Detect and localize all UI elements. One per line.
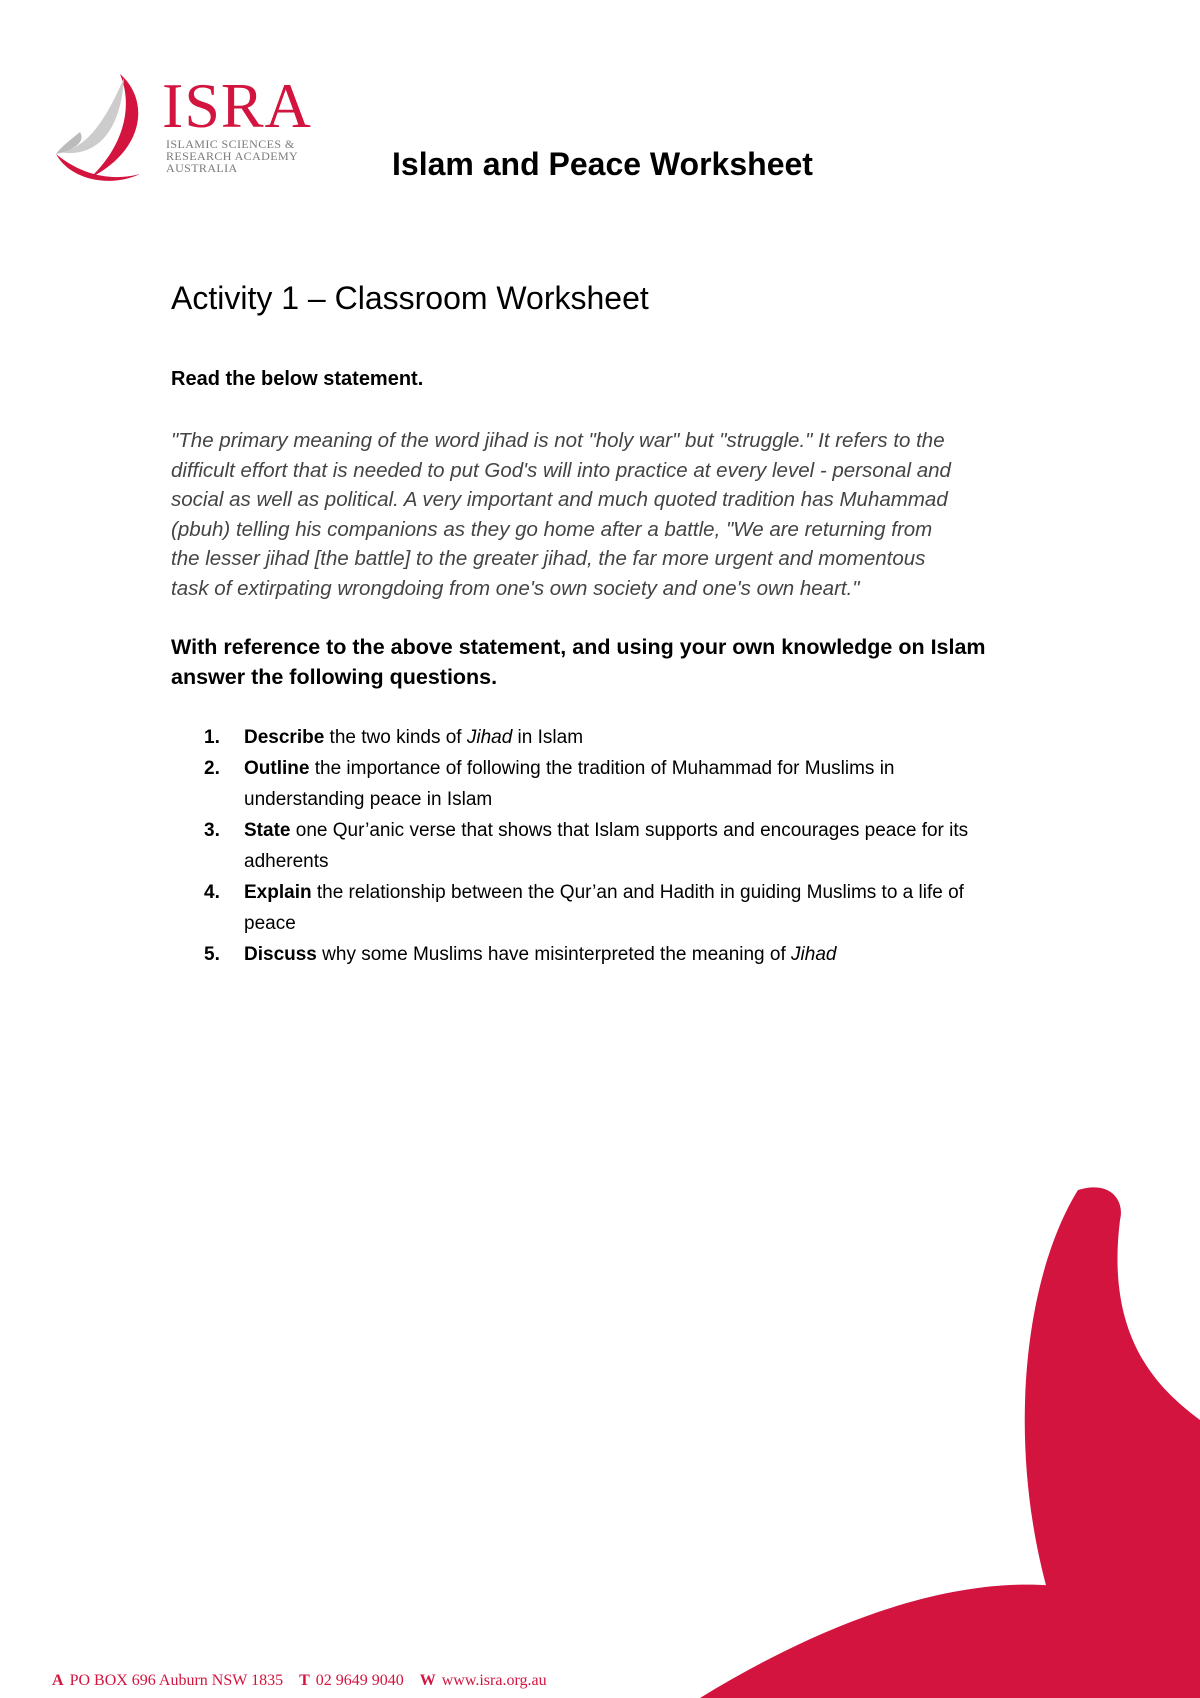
logo-subtitle-line: RESEARCH ACADEMY [166, 149, 299, 163]
questions-intro-line: With reference to the above statement, and using your own knowledge on Islam [171, 635, 986, 659]
logo-subtitle [166, 138, 326, 174]
logo-subtitle-line: ISLAMIC SCIENCES & [166, 137, 295, 151]
question-italic-term: Jihad [466, 727, 513, 748]
contact-footer [52, 1672, 547, 1690]
isra-flower-icon [50, 70, 160, 190]
question-number: 5. [204, 944, 220, 965]
question-number: 2. [204, 758, 220, 779]
question-verb: State [244, 820, 291, 841]
question-number: 4. [204, 882, 220, 903]
question-item [204, 815, 1044, 877]
question-item [204, 722, 1044, 753]
phone-number: 02 9649 9040 [315, 1672, 404, 1689]
quote-line: "The primary meaning of the word jihad is not "holy war" but "struggle." It refers to the [171, 429, 945, 452]
question-text: the importance of following the tradition of Muhammad for Muslims in [309, 758, 895, 779]
logo-subtitle-line: AUSTRALIA [166, 161, 238, 175]
question-text-continued: adherents [244, 851, 329, 872]
question-list [204, 722, 1044, 970]
postal-address: PO BOX 696 Auburn NSW 1835 [69, 1672, 284, 1689]
question-verb: Outline [244, 758, 310, 779]
question-verb: Describe [244, 727, 325, 748]
logo-wordmark: ISRA [162, 70, 312, 141]
question-text: the relationship between the Qur’an and Hadith in guiding Muslims to a life of [311, 882, 964, 903]
question-text: in Islam [512, 727, 584, 748]
quote-line: difficult effort that is needed to put God's will into practice at every level - personal and [171, 458, 951, 482]
reading-instruction: Read the below statement. [171, 368, 424, 390]
jihad-quote [171, 426, 1051, 603]
phone-key: T [299, 1672, 310, 1689]
question-text: the two kinds of [324, 727, 467, 748]
questions-intro-line: answer the following questions. [171, 664, 498, 689]
questions-intro [171, 633, 1051, 692]
question-verb: Explain [244, 882, 312, 903]
question-number: 1. [204, 727, 220, 748]
quote-line: the lesser jihad [the battle] to the greater jihad, the far more urgent and momentous [171, 547, 926, 570]
question-item [204, 939, 1044, 970]
activity-heading: Activity 1 – Classroom Worksheet [171, 280, 649, 316]
question-text-continued: peace [244, 913, 296, 934]
question-item [204, 877, 1044, 939]
question-text-continued: understanding peace in Islam [244, 789, 493, 810]
quote-line: (pbuh) telling his companions as they go home after a battle, "We are returning from [171, 517, 933, 541]
quote-line: task of extirpating wrongdoing from one's own society and one's own heart." [171, 576, 860, 600]
web-key: W [419, 1672, 436, 1689]
quote-line: social as well as political. A very important and much quoted tradition has Muhammad [171, 488, 948, 511]
question-item [204, 753, 1044, 815]
question-italic-term: Jihad [791, 944, 837, 965]
website-link[interactable]: www.isra.org.au [441, 1672, 547, 1689]
address-key: A [52, 1672, 64, 1689]
question-verb: Discuss [244, 944, 317, 965]
question-text: one Qur’anic verse that shows that Islam supports and encourages peace for its [290, 820, 969, 841]
isra-logo [50, 70, 320, 190]
question-number: 3. [204, 820, 220, 841]
document-title: Islam and Peace Worksheet [392, 146, 813, 182]
question-text: why some Muslims have misinterpreted the meaning of [316, 944, 792, 965]
